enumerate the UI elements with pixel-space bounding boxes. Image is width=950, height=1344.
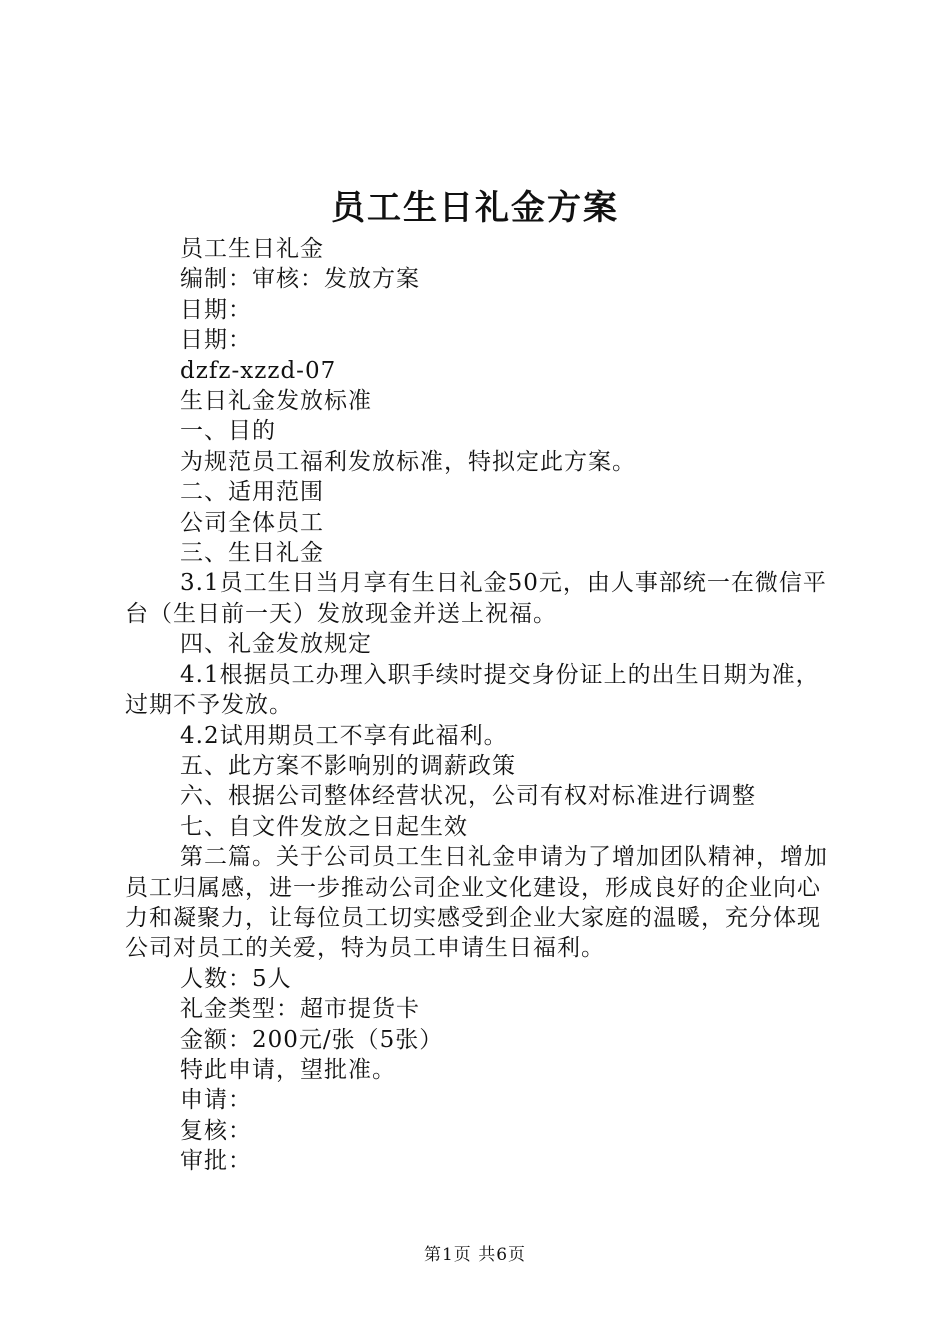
- paragraph: 3.1员工生日当月享有生日礼金50元，由人事部统一在微信平台（生日前一天）发放现金并送上祝福。: [125, 570, 827, 627]
- paragraph: 4.1根据员工办理入职手续时提交身份证上的出生日期为准，过期不予发放。: [125, 661, 820, 719]
- paragraph: 公司全体员工: [180, 509, 324, 536]
- document-title: 员工生日礼金方案: [331, 188, 619, 228]
- paragraph: 特此申请，望批准。: [180, 1056, 396, 1083]
- paragraph: 金额：200元/张（5张）: [180, 1026, 444, 1053]
- paragraph: 编制：审核：发放方案: [180, 266, 420, 293]
- paragraph: dzfz-xzzd-07: [180, 357, 337, 384]
- paragraph: 申请：: [180, 1087, 252, 1114]
- paragraph: 日期：: [180, 296, 252, 323]
- paragraph: 第二篇。关于公司员工生日礼金申请为了增加团队精神，增加员工归属感，进一步推动公司企业文化建设，形成良好的企业向心力和凝聚力，让每位员工切实感受到企业大家庭的温暖，充分体现公司对员工的关爱，特为员工申请生日福利。: [125, 844, 828, 962]
- paragraph: 复核：: [180, 1117, 252, 1144]
- paragraph: 二、适用范围: [180, 479, 324, 506]
- paragraph: 七、自文件发放之日起生效: [180, 813, 468, 840]
- paragraph: 为规范员工福利发放标准，特拟定此方案。: [180, 448, 636, 475]
- paragraph: 员工生日礼金: [180, 236, 324, 262]
- paragraph: 三、生日礼金: [180, 540, 324, 567]
- paragraph: 日期：: [180, 327, 252, 354]
- paragraph: 礼金类型：超市提货卡: [180, 996, 420, 1023]
- page-footer: 第1页 共6页: [423, 1245, 527, 1265]
- paragraph: 审批：: [180, 1148, 252, 1175]
- paragraph: 五、此方案不影响别的调薪政策: [180, 752, 516, 779]
- paragraph: 一、目的: [180, 418, 276, 445]
- paragraph: 4.2试用期员工不享有此福利。: [180, 722, 508, 749]
- paragraph: 生日礼金发放标准: [180, 388, 372, 415]
- paragraph: 六、根据公司整体经营状况，公司有权对标准进行调整: [180, 783, 756, 810]
- paragraph: 人数：5人: [180, 965, 292, 992]
- document-body: [125, 234, 835, 1177]
- paragraph: 四、礼金发放规定: [180, 631, 372, 658]
